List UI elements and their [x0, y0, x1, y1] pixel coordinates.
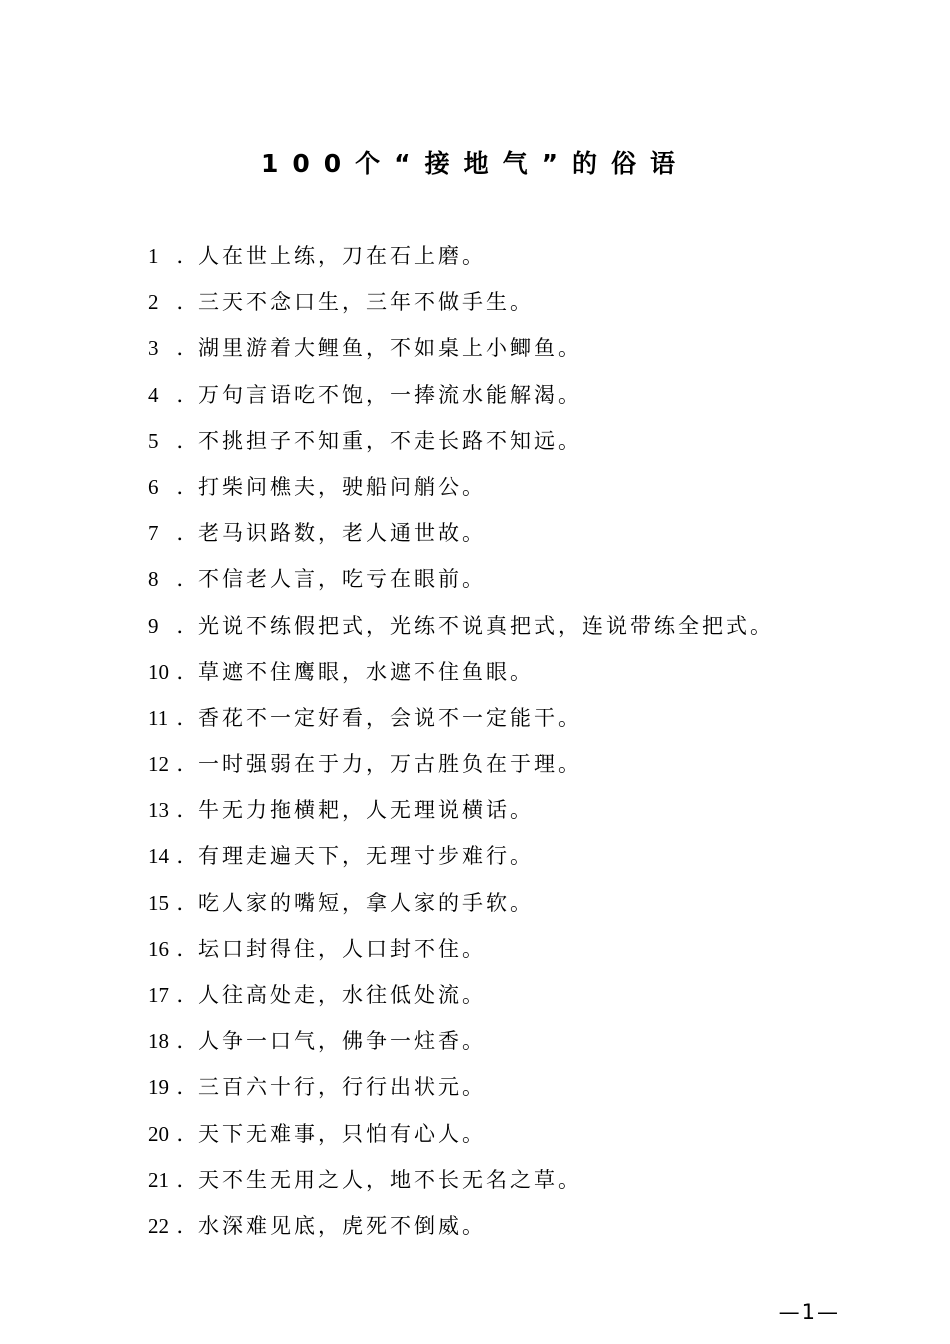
item-text: 不信老人言，吃亏在眼前。 [198, 567, 486, 592]
item-number: 20 [148, 1121, 169, 1146]
item-separator: ． [176, 567, 198, 592]
list-item [148, 977, 774, 1023]
item-number: 19 [148, 1075, 169, 1100]
list-item [148, 377, 774, 423]
item-number: 8 [148, 567, 159, 592]
item-text: 天不生无用之人，地不长无名之草。 [198, 1167, 582, 1192]
item-number: 9 [148, 613, 159, 638]
list-item [148, 1162, 774, 1208]
list-item [148, 284, 774, 330]
item-text: 光说不练假把式，光练不说真把式，连说带练全把式。 [198, 613, 774, 638]
proverb-list [148, 238, 774, 1254]
page-number: —1— [778, 1300, 840, 1324]
item-separator: ． [176, 1029, 198, 1054]
item-number: 7 [148, 521, 159, 546]
item-text: 水深难见底，虎死不倒威。 [198, 1213, 486, 1238]
item-text: 吃人家的嘴短，拿人家的手软。 [198, 890, 534, 915]
item-text: 万句言语吃不饱，一捧流水能解渴。 [198, 382, 582, 407]
item-number: 22 [148, 1213, 169, 1238]
item-number: 5 [148, 428, 159, 453]
item-separator: ． [176, 1121, 198, 1146]
list-item [148, 792, 774, 838]
item-separator: ． [176, 382, 198, 407]
item-number: 13 [148, 798, 169, 823]
item-separator: ． [176, 1213, 198, 1238]
list-item [148, 885, 774, 931]
item-number: 12 [148, 752, 169, 777]
list-item [148, 931, 774, 977]
item-separator: ． [176, 1075, 198, 1100]
item-number: 17 [148, 983, 169, 1007]
item-number: 6 [148, 474, 159, 499]
item-text: 人争一口气，佛争一炷香。 [198, 1029, 486, 1054]
item-number: 2 [148, 290, 159, 315]
list-item [148, 238, 774, 284]
item-text: 牛无力拖横耙，人无理说横话。 [198, 798, 534, 823]
item-number: 11 [148, 705, 169, 730]
list-item [148, 1116, 774, 1162]
item-separator: ． [176, 936, 198, 961]
item-text: 天下无难事，只怕有心人。 [198, 1121, 486, 1146]
item-text: 坛口封得住，人口封不住。 [198, 936, 486, 961]
item-number: 3 [148, 336, 159, 361]
item-separator: ． [176, 705, 198, 730]
list-item [148, 700, 774, 746]
item-separator: ． [176, 428, 198, 453]
item-text: 香花不一定好看，会说不一定能干。 [198, 705, 582, 730]
item-text: 不挑担子不知重，不走长路不知远。 [198, 428, 582, 453]
item-separator: ． [176, 474, 198, 499]
item-separator: ． [176, 659, 198, 684]
item-text: 打柴问樵夫，驶船问艄公。 [198, 474, 486, 499]
list-item [148, 1023, 774, 1069]
list-item [148, 330, 774, 376]
item-text: 湖里游着大鲤鱼，不如桌上小鲫鱼。 [198, 336, 582, 361]
item-separator: ． [176, 752, 198, 777]
item-number: 18 [148, 1029, 169, 1054]
item-text: 老马识路数，老人通世故。 [198, 521, 486, 546]
item-number: 1 [148, 244, 159, 268]
item-text: 三百六十行，行行出状元。 [198, 1075, 486, 1100]
item-separator: ． [176, 521, 198, 546]
list-item [148, 515, 774, 561]
item-separator: ． [176, 244, 198, 268]
list-item [148, 746, 774, 792]
item-separator: ． [176, 290, 198, 315]
item-number: 15 [148, 890, 169, 915]
item-separator: ． [176, 798, 198, 823]
item-number: 10 [148, 659, 169, 684]
item-separator: ． [176, 1167, 198, 1192]
list-item [148, 608, 774, 654]
item-number: 14 [148, 844, 169, 869]
item-text: 草遮不住鹰眼，水遮不住鱼眼。 [198, 659, 534, 684]
list-item [148, 423, 774, 469]
item-separator: ． [176, 890, 198, 915]
list-item [148, 561, 774, 607]
list-item [148, 1208, 774, 1254]
item-separator: ． [176, 336, 198, 361]
item-separator: ． [176, 983, 198, 1007]
item-text: 一时强弱在于力，万古胜负在于理。 [198, 752, 582, 777]
item-number: 16 [148, 936, 169, 961]
item-text: 人在世上练，刀在石上磨。 [198, 244, 486, 268]
list-item [148, 654, 774, 700]
item-text: 三天不念口生，三年不做手生。 [198, 290, 534, 315]
list-item [148, 838, 774, 884]
item-number: 21 [148, 1167, 169, 1192]
item-text: 有理走遍天下，无理寸步难行。 [198, 844, 534, 869]
item-number: 4 [148, 382, 159, 407]
page-title: 100个“接地气”的俗语 [260, 149, 690, 178]
list-item [148, 1069, 774, 1115]
item-separator: ． [176, 844, 198, 869]
item-separator: ． [176, 613, 198, 638]
item-text: 人往高处走，水往低处流。 [198, 983, 486, 1007]
list-item [148, 469, 774, 515]
